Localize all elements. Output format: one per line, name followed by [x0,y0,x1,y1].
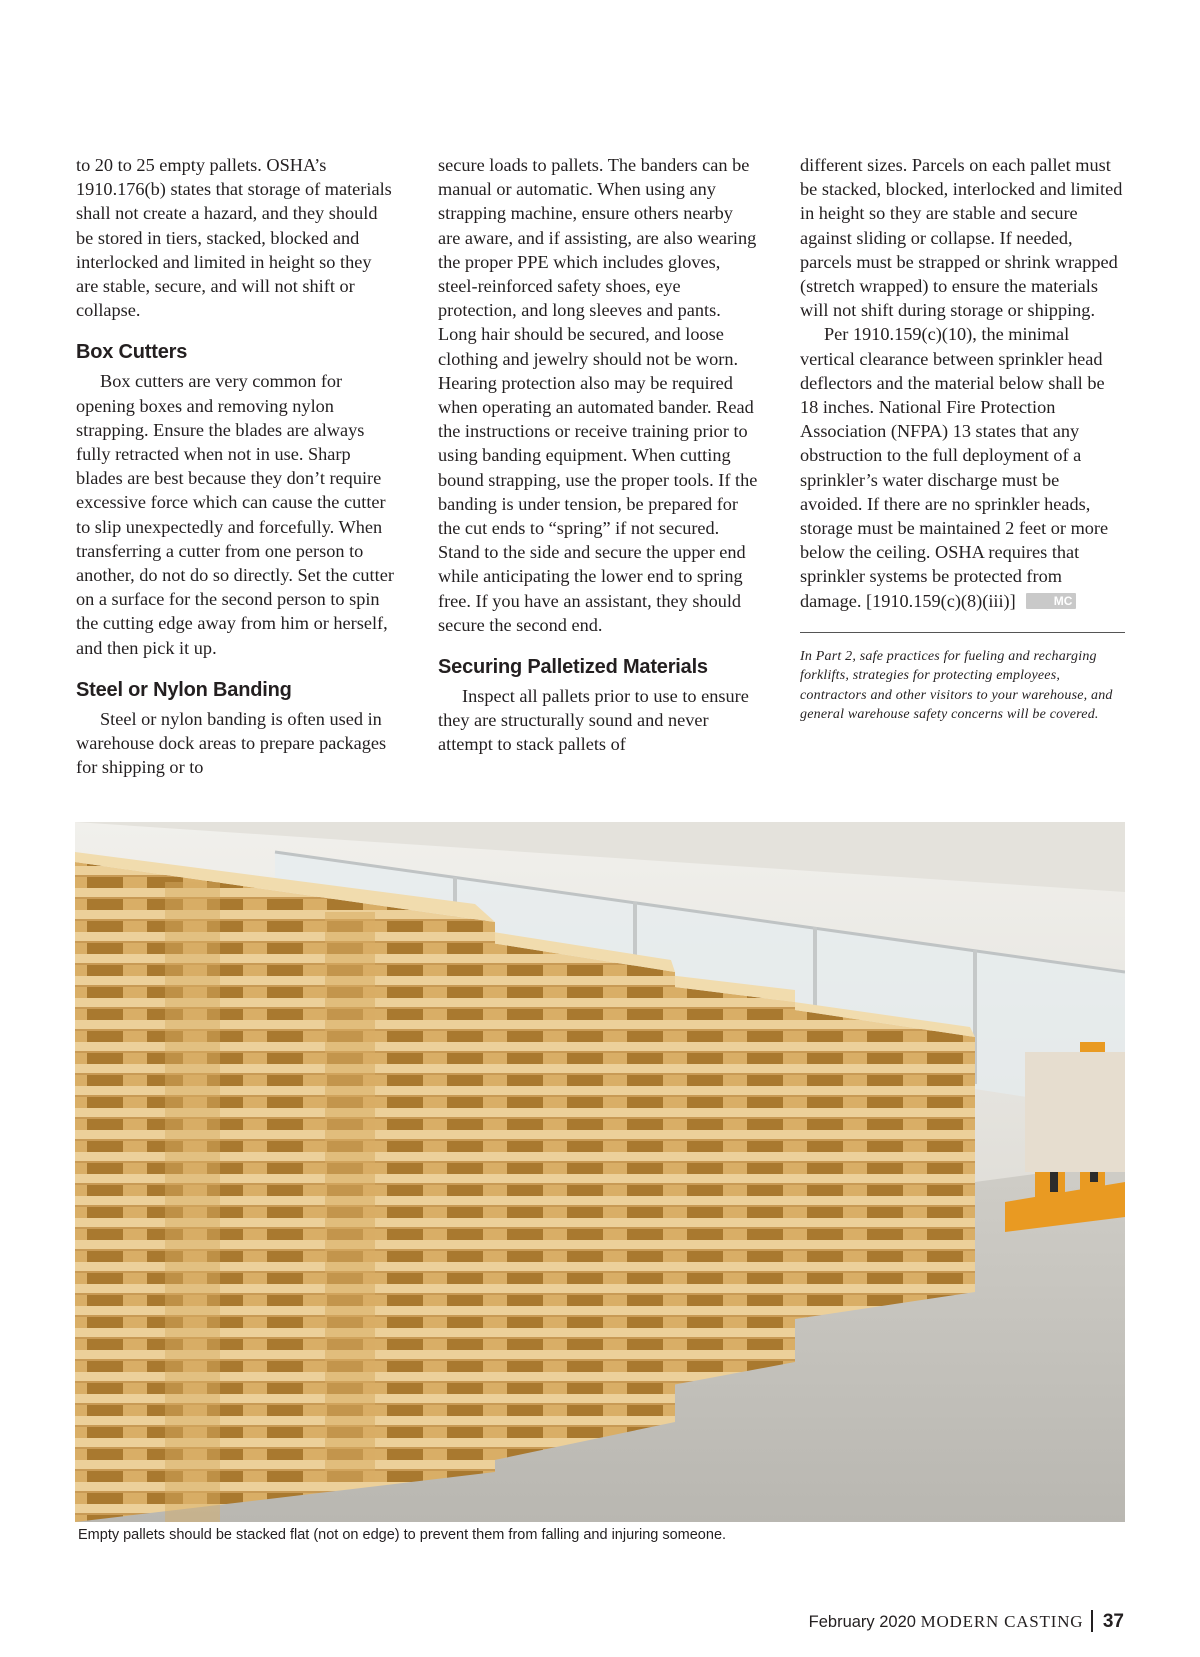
section-heading-box-cutters: Box Cutters [76,341,188,364]
footer-publication: MODERN CASTING [920,1612,1084,1631]
paragraph: Inspect all pallets prior to use to ensure they are structurally sound and never attempt to stack pallets of [438,686,749,755]
paragraph [800,322,1125,612]
footer-separator [1091,1610,1093,1632]
column-3 [800,153,1125,724]
pallets-illustration [75,822,1125,1522]
paragraph: to 20 to 25 empty pallets. OSHA’s 1910.176(b) states that storage of materials shall not create a hazard, and they should be stored in tiers, stacked, blocked and interlocked and limited in height so they are stable, secure, and will not shift or collapse. [76,155,392,321]
paragraph: Box cutters are very common for opening boxes and removing nylon strapping. Ensure the blades are always fully retracted when not in use. Sharp blades are best because they don’t require excessive force which can cause the cutter to slip unexpectedly and forcefully. When transferring a cutter from one person to another, do not do so directly. Set the cutter on a surface for the second person to spin the cutting edge away from him or herself, and then pick it up. [76,371,394,658]
section-heading-securing: Securing Palletized Materials [438,656,708,679]
page-number: 37 [1102,1611,1124,1632]
paragraph: Steel or nylon banding is often used in warehouse dock areas to prepare packages for shipping or to [76,708,387,778]
paragraph: different sizes. Parcels on each pallet must be stacked, blocked, interlocked and limited in height so they are stable and secure against sliding or collapse. If needed, parcels must be strapped or shrink wrapped (stretch wrapped) to ensure the materials will not shift during storage or shipping. [800,155,1123,321]
end-mark-badge: MC [1026,593,1077,609]
pallet-stack-front [75,852,495,1522]
divider [800,632,1125,633]
page-footer [809,1610,1124,1632]
pallet-stack-mid1 [485,932,675,1462]
pallet-stack-back [775,1000,975,1322]
section-heading-banding: Steel or Nylon Banding [76,678,292,701]
photo-caption: Empty pallets should be stacked flat (not on edge) to prevent them from falling and injuring someone. [78,1527,727,1543]
column-1 [76,153,396,779]
column-2 [438,153,758,757]
pallets-photo [75,822,1125,1522]
paragraph: secure loads to pallets. The banders can be manual or automatic. When using any strapping machine, ensure others nearby are aware, and if assisting, are also wearing the proper PPE which includes gloves, steel-reinforced safety shoes, eye protection, and long sleeves and pants. Long hair should be secured, and loose clothing and jewelry should not be worn. Hearing protection also may be required when operating an automated bander. Read the instructions or receive training prior to using banding equipment. When cutting bound strapping, use the proper tools. If the banding is under tension, be prepared for the cut ends to “spring” if not secured. Stand to the side and secure the upper end while anticipating the lower end to spring free. If you have an assistant, they should secure the second end. [438,155,758,635]
paragraph-text: Per 1910.159(c)(10), the minimal vertical clearance between sprinkler head deflectors and the material below shall be 18 inches. National Fire Protection Association (NFPA) 13 states that any obstruction to the full deployment of a sprinkler’s water discharge must be avoided. If there are no sprinkler heads, storage must be maintained 2 feet or more below the ceiling. OSHA requires that sprinkler systems be protected from damage. [1910.159(c)(8)(iii)] [800,324,1109,611]
footer-date: February 2020 [808,1613,916,1631]
series-note: In Part 2, safe practices for fueling and recharging forklifts, strategies for protecting employees, contractors and other visitors to your warehouse, and general warehouse safety concerns will be covered. [800,648,1113,723]
